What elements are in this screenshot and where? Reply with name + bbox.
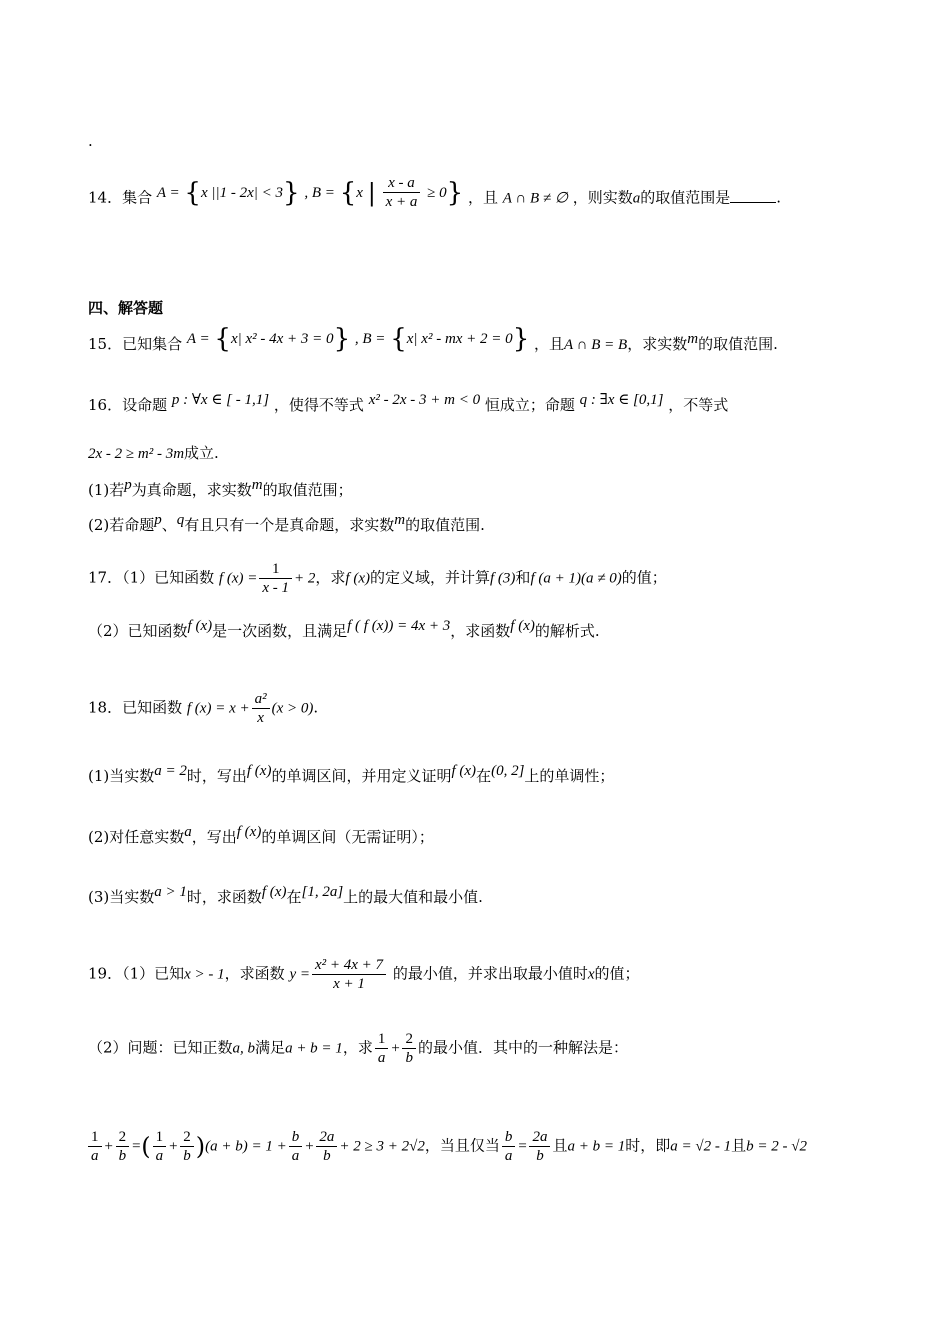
q18-s3-d: 上的最大值和最小值. bbox=[343, 888, 483, 906]
question-18-sub2 bbox=[88, 826, 434, 849]
q14-var: a bbox=[632, 190, 641, 207]
q14-setB-fraction: $\frac{x - a}{x + a}$ bbox=[383, 174, 421, 211]
sol-frac2b: $\frac{2}{b}$ bbox=[180, 1128, 194, 1165]
question-15: 15．已知集合 A = {x| x² - 4x + 3 = 0} , B = {x| x² - mx + 2 = 0} ，且A ∩ B = B，求实数m的取值范围. bbox=[88, 324, 778, 354]
q16-sub1-m: m bbox=[251, 477, 263, 493]
q14-condition: A ∩ B ≠ ∅ bbox=[502, 190, 568, 207]
q16-sub2-d: 的取值范围. bbox=[405, 516, 485, 534]
q17-tail: 的值； bbox=[621, 568, 667, 587]
question-16-line2 bbox=[88, 442, 219, 465]
q16-mid: ，使得不等式 bbox=[273, 396, 364, 414]
q16-line2-tail: 成立. bbox=[184, 444, 219, 462]
sol-ab: (a + b) = 1 + bbox=[205, 1138, 287, 1155]
q19-p2-ab: a, b bbox=[232, 1040, 256, 1057]
q17-fa1: f (a + 1)(a ≠ 0) bbox=[530, 570, 622, 587]
q19-number: 19．（1）已知 bbox=[88, 964, 185, 983]
q14-setA-body: x ||1 - 2x| < 3 bbox=[200, 184, 284, 201]
q15-condition: A ∩ B = B bbox=[564, 337, 628, 353]
q15-var: m bbox=[687, 331, 699, 347]
q14-number: 14．集合 bbox=[88, 188, 153, 207]
q18-s1-e: 上的单调性； bbox=[524, 767, 615, 785]
q16-sub2-a: (2)若命题 bbox=[88, 516, 155, 534]
q18-s1-a: (1)当实数 bbox=[88, 767, 155, 785]
q15-setA-body: x| x² - 4x + 3 = 0 bbox=[230, 331, 334, 347]
q19-p2-b: 满足 bbox=[255, 1038, 286, 1057]
q18-s1-fx: f (x) bbox=[246, 763, 272, 779]
sol-frac2: $\frac{2}{b}$ bbox=[116, 1128, 130, 1165]
q14-setB-rel: ≥ 0 bbox=[427, 184, 447, 201]
sol-frac5: $\frac{b}{a}$ bbox=[502, 1128, 516, 1165]
sol-frac6: $\frac{2a}{b}$ bbox=[529, 1128, 550, 1165]
sol-when: 时，即 bbox=[625, 1136, 671, 1155]
q17-mid2: 的定义域，并计算 bbox=[369, 568, 490, 587]
q15-mid2: ，求实数 bbox=[627, 335, 688, 353]
q15-setA-lhs: A = bbox=[186, 331, 210, 347]
question-16-sub2 bbox=[88, 514, 485, 537]
q19-p2-c: ，求 bbox=[342, 1038, 373, 1057]
q15-tail: 的取值范围. bbox=[698, 335, 778, 353]
q14-setB-x: x bbox=[356, 184, 363, 201]
answer-blank bbox=[730, 188, 776, 203]
q18-f-tail: (x > 0) bbox=[271, 700, 314, 717]
q19-y-fraction: $\frac{\text{x² + 4x + 7}}{x + 1}$ bbox=[312, 956, 386, 993]
question-17 bbox=[88, 560, 667, 597]
question-18-sub3 bbox=[88, 886, 483, 909]
q18-s1-b: 时，写出 bbox=[186, 767, 247, 785]
q17-f-fraction: $\frac{1}{x - 1}$ bbox=[259, 560, 292, 597]
question-16-sub1 bbox=[88, 479, 353, 502]
q15-number: 15．已知集合 bbox=[88, 335, 183, 353]
q16-mid3: ，不等式 bbox=[668, 396, 729, 414]
sol-b-value: b = 2 - √2 bbox=[746, 1138, 807, 1155]
sol-eq1: = bbox=[131, 1138, 142, 1155]
q17-mid: ，求 bbox=[315, 568, 346, 587]
q14-end: . bbox=[776, 188, 782, 207]
q16-mid2: 恒成立；命题 bbox=[484, 396, 575, 414]
q19-p2-plus: + bbox=[390, 1040, 401, 1057]
q17-p2-b: 是一次函数，且满足 bbox=[212, 622, 348, 640]
q17-and: 和 bbox=[515, 568, 531, 587]
q18-s2-var: a bbox=[184, 824, 192, 840]
q16-sub2-q: q bbox=[176, 512, 185, 528]
q14-setA-lhs: A = bbox=[156, 184, 180, 201]
q14-mid2: ，则实数 bbox=[572, 188, 633, 207]
question-18 bbox=[88, 690, 318, 727]
question-14: 14．集合 A = {x ||1 - 2x| < 3} , B = {x | $\frac{x - a}{x + a}$ ≥ 0} ，且 A ∩ B ≠ ∅ ，则实数a的取值范围是 . bbox=[88, 175, 782, 210]
sol-frac3: $\frac{b}{a}$ bbox=[289, 1128, 303, 1165]
q17-p2-fx: f (x) bbox=[187, 618, 213, 634]
q18-s2-a: (2)对任意实数 bbox=[88, 828, 185, 846]
q19-p2-cond: a + b = 1 bbox=[285, 1040, 343, 1057]
q19-mid: ，求函数 bbox=[224, 964, 285, 983]
question-16 bbox=[88, 394, 728, 417]
q16-sub2-b: 、 bbox=[161, 516, 177, 534]
q16-number: 16．设命题 bbox=[88, 396, 168, 414]
q16-sub1-c: 的取值范围； bbox=[262, 481, 353, 499]
section-heading: 四、解答题 bbox=[88, 299, 164, 317]
q17-f-lhs: f (x) = bbox=[218, 570, 258, 587]
q18-s3-b: 时，求函数 bbox=[186, 888, 262, 906]
question-18-sub1 bbox=[88, 765, 614, 788]
q18-s2-c: 的单调区间（无需证明）； bbox=[261, 828, 434, 846]
sol-frac1: $\frac{1}{a}$ bbox=[88, 1128, 102, 1165]
q16-sub2-c: 有且只有一个是真命题，求实数 bbox=[184, 516, 395, 534]
q18-s1-fx2: f (x) bbox=[451, 763, 477, 779]
q19-p2-frac2: $\frac{2}{b}$ bbox=[402, 1030, 416, 1067]
q18-number: 18．已知函数 bbox=[88, 698, 183, 717]
q15-setB-body: x| x² - mx + 2 = 0 bbox=[406, 331, 513, 347]
q19-y-lhs: y = bbox=[289, 966, 310, 983]
q18-s1-int: (0, 2] bbox=[491, 763, 525, 779]
q18-s3-fx: f (x) bbox=[261, 884, 287, 900]
q15-setB-lhs: , B = bbox=[354, 331, 386, 347]
q19-p2-a: （2）问题：已知正数 bbox=[88, 1038, 233, 1057]
q17-p2-d: 的解析式. bbox=[534, 622, 600, 640]
q18-s3-a: (3)当实数 bbox=[88, 888, 155, 906]
sol-tail: + 2 ≥ 3 + 2√2 bbox=[339, 1138, 425, 1155]
q18-s2-fx: f (x) bbox=[236, 824, 262, 840]
q16-proposition-p: p : ∀x ∈ [ - 1,1] bbox=[171, 392, 270, 408]
q18-s1-c: 的单调区间，并用定义证明 bbox=[271, 767, 452, 785]
q19-cond: x > - 1 bbox=[184, 966, 225, 983]
q15-mid: ，且 bbox=[534, 335, 565, 353]
q18-s3-cond: a > 1 bbox=[154, 884, 187, 900]
question-19 bbox=[88, 956, 640, 993]
question-19-part2 bbox=[88, 1030, 628, 1067]
q16-inequality-2: 2x - 2 ≥ m² - 3m bbox=[88, 446, 185, 462]
q18-s2-b: ，写出 bbox=[191, 828, 237, 846]
q18-s1-cond: a = 2 bbox=[154, 763, 187, 779]
q16-sub2-m: m bbox=[394, 512, 406, 528]
q16-sub1-p: p bbox=[124, 477, 132, 493]
q18-s3-int: [1, 2a] bbox=[301, 884, 344, 900]
sol-and: 且 bbox=[552, 1136, 568, 1155]
q18-f-lhs: f (x) = x + bbox=[186, 700, 250, 717]
q16-proposition-q: q : ∃x ∈ [0,1] bbox=[579, 392, 664, 408]
q16-sub1-b: 为真命题，求实数 bbox=[131, 481, 252, 499]
q17-f3: f (3) bbox=[490, 570, 516, 587]
q17-number: 17．（1）已知函数 bbox=[88, 568, 215, 587]
sol-frac4: $\frac{2a}{b}$ bbox=[316, 1128, 337, 1165]
q19-mid2: 的最小值，并求出取最小值时 bbox=[392, 964, 588, 983]
sol-mid: ，当且仅当 bbox=[424, 1136, 500, 1155]
q17-p2-c: ，求函数 bbox=[450, 622, 511, 640]
q17-fx: f (x) bbox=[345, 570, 370, 587]
q17-p2-fx2: f (x) bbox=[510, 618, 535, 634]
q16-inequality: x² - 2x - 3 + m < 0 bbox=[368, 392, 481, 408]
stray-dot: . bbox=[88, 132, 93, 150]
sol-cond: a + b = 1 bbox=[567, 1138, 626, 1155]
sol-frac1b: $\frac{1}{a}$ bbox=[153, 1128, 167, 1165]
q18-end: . bbox=[313, 698, 319, 717]
q18-s3-c: 在 bbox=[286, 888, 302, 906]
q14-tail: 的取值范围是 bbox=[640, 188, 731, 207]
q16-sub2-p: p bbox=[154, 512, 162, 528]
q18-f-fraction: $\frac{\text{a²}}{x}$ bbox=[252, 690, 270, 727]
q17-f-tail: + 2 bbox=[294, 570, 316, 587]
q19-tail: 的值； bbox=[594, 964, 640, 983]
q18-s1-d: 在 bbox=[476, 767, 492, 785]
q14-setB-lhs: , B = bbox=[304, 184, 335, 201]
question-17-part2 bbox=[88, 620, 600, 643]
q14-mid: ，且 bbox=[467, 188, 498, 207]
question-19-solution: $\frac{1}{a}$ + $\frac{2}{b}$ =( $\frac{1}{a}$ + $\frac{2}{b}$ )(a + b) = 1 + $\frac{b}{a}$ + $\frac{2a}{b}$ + 2 ≥ 3 + 2√2，当且仅当 $\frac{b}{a}$ = $\frac{2a}{b}$ 且a + b = 1时，即a = √2 - 1且b = 2 - √2 bbox=[86, 1128, 807, 1165]
sol-and2: 且 bbox=[731, 1136, 747, 1155]
q19-var: x bbox=[587, 966, 595, 983]
q17-p2-eq: f ( f (x)) = 4x + 3 bbox=[347, 618, 451, 634]
sol-a-value: a = √2 - 1 bbox=[670, 1138, 732, 1155]
q19-p2-frac1: $\frac{1}{a}$ bbox=[375, 1030, 389, 1067]
q19-p2-d: 的最小值．其中的一种解法是： bbox=[417, 1038, 628, 1057]
q16-sub1-a: (1)若 bbox=[88, 481, 125, 499]
q17-p2-a: （2）已知函数 bbox=[88, 622, 188, 640]
